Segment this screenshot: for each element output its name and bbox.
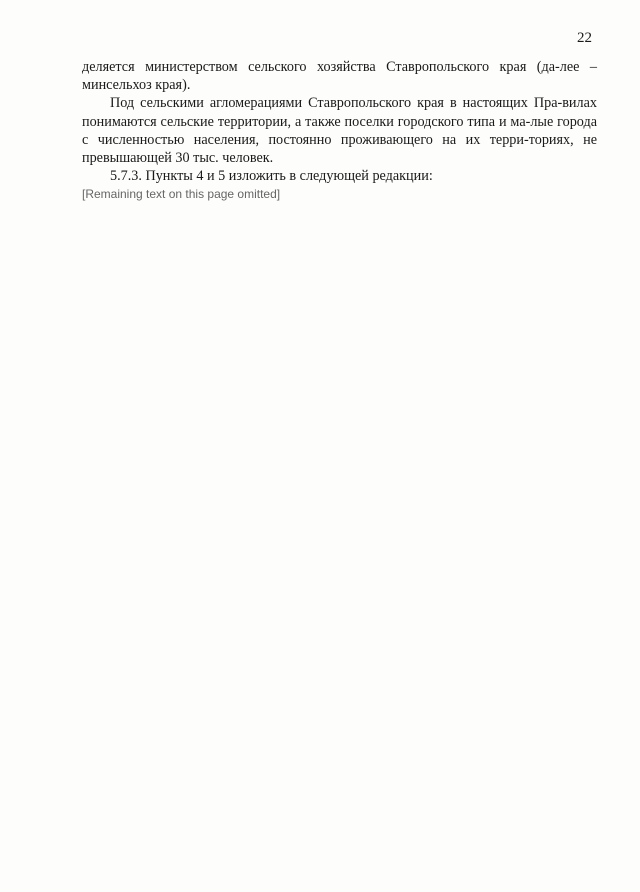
paragraph: деляется министерством сельского хозяйства Ставропольского края (да-лее – минсельхоз края). — [82, 59, 597, 94]
paragraph: 5.7.3. Пункты 4 и 5 изложить в следующей редакции: — [110, 168, 433, 185]
page-number: 22 — [577, 30, 592, 46]
paragraph: Под сельскими агломерациями Ставропольского края в настоящих Пра-вилах понимаются сельские территории, а также поселки городского типа и ма-лые города с численностью населения, постоянно проживающего на их терри-ториях, не превышающей 30 тыс. человек. — [82, 95, 597, 167]
elision-note: [Remaining text on this page omitted] — [82, 187, 281, 202]
document-body — [82, 58, 597, 204]
